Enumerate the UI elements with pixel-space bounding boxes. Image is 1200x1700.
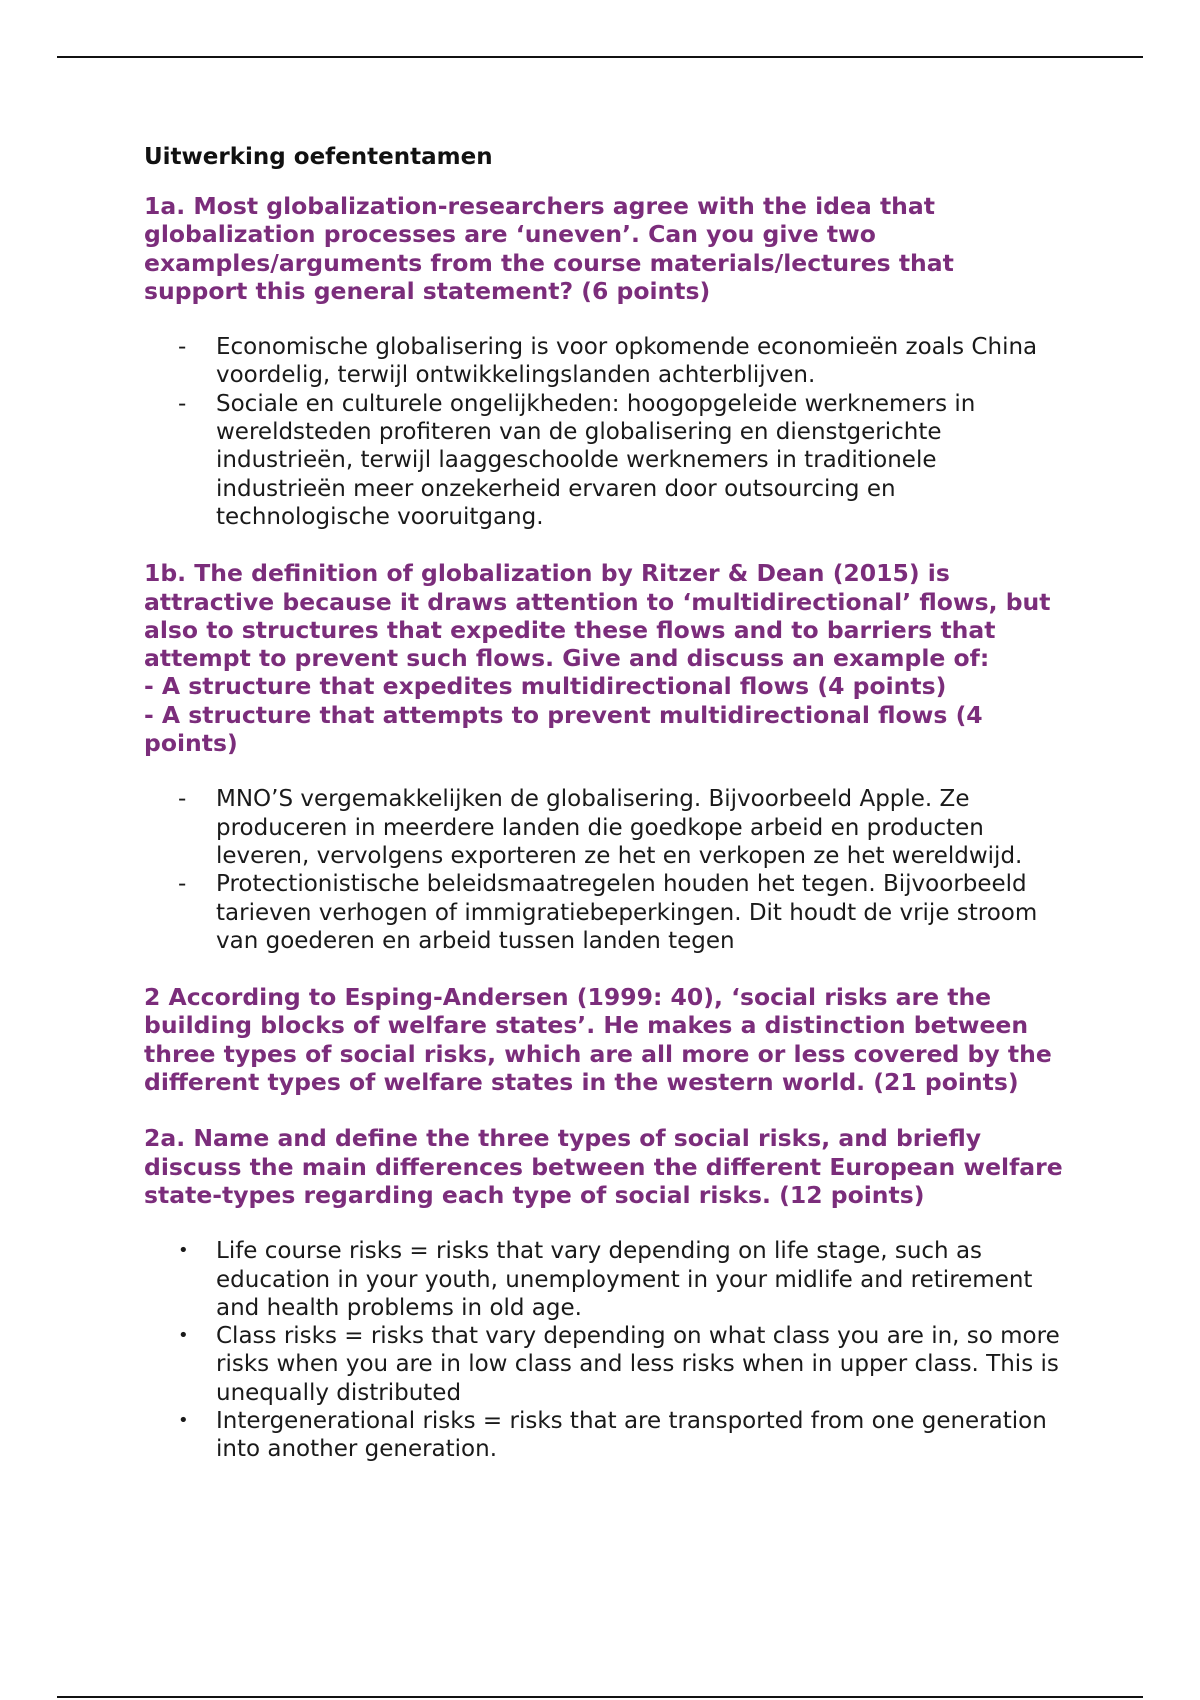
document-title: Uitwerking oefententamen xyxy=(144,144,493,170)
answer-text: Sociale en culturele ongelijkheden: hoogopgeleide werknemers in wereldsteden profiteren van de globalisering en dienstgerichte industrieën, terwijl laaggeschoolde werknemers in traditionele industrieën meer onzekerheid ervaren door outsourcing en technologische vooruitgang. xyxy=(216,390,976,530)
answer-text: Protectionistische beleidsmaatregelen houden het tegen. Bijvoorbeeld tarieven verhogen of immigratiebeperkingen. Dit houdt de vrije stroom van goederen en arbeid tussen landen tegen xyxy=(216,871,1038,954)
bullet-marker: • xyxy=(178,1240,189,1262)
list-item xyxy=(144,1237,1064,1322)
answer-text: Economische globalisering is voor opkomende economieën zoals China voordelig, terwijl ontwikkelingslanden achterblijven. xyxy=(216,334,1038,389)
dash-marker: - xyxy=(178,390,187,417)
question-line: 1a. Most globalization-researchers agree with the idea that globalization processes are ‘uneven’. Can you give two examples/arguments from the course materials/lectures that support this general statement? (6 points) xyxy=(144,192,954,305)
answer-list-1a xyxy=(144,333,1064,531)
question-2 xyxy=(144,983,1064,1096)
question-1b xyxy=(144,559,1064,757)
question-1a xyxy=(144,192,1064,305)
list-item xyxy=(144,785,1064,870)
answer-text: Intergenerational risks = risks that are transported from one generation into another generation. xyxy=(216,1407,1047,1463)
footer-rule xyxy=(57,1696,1143,1698)
document-body xyxy=(144,140,1064,1492)
list-item xyxy=(144,1407,1064,1464)
header-rule xyxy=(57,56,1143,58)
list-item xyxy=(144,333,1064,390)
bullet-marker: • xyxy=(178,1409,189,1431)
question-line: - A structure that expedites multidirectional flows (4 points) xyxy=(144,672,947,701)
answer-text: Class risks = risks that vary depending on what class you are in, so more risks when you are in low class and less risks when in upper class. This is unequally distributed xyxy=(216,1323,1060,1406)
dash-marker: - xyxy=(178,334,187,361)
question-line: - A structure that attempts to prevent multidirectional flows (4 points) xyxy=(144,700,983,758)
answer-list-1b xyxy=(144,785,1064,955)
list-item xyxy=(144,1322,1064,1407)
answer-list-2a xyxy=(144,1237,1064,1463)
list-item xyxy=(144,390,1064,531)
question-line: 2 According to Esping-Andersen (1999: 40), ‘social risks are the building blocks of welfare states’. He makes a distinction between three types of social risks, which are all more or less covered by the different types of welfare states in the western world. (21 points) xyxy=(144,983,1052,1097)
answer-text: Life course risks = risks that vary depending on life stage, such as education in your youth, unemployment in your midlife and retirement and health problems in old age. xyxy=(216,1238,1033,1321)
question-2a xyxy=(144,1124,1064,1209)
answer-text: MNO’S vergemakkelijken de globalisering. Bijvoorbeeld Apple. Ze produceren in meerdere landen die goedkope arbeid en producten leveren, vervolgens exporteren ze het en verkopen ze het wereldwijd. xyxy=(216,786,1023,869)
bullet-marker: • xyxy=(178,1325,189,1347)
question-line: 2a. Name and define the three types of social risks, and briefly discuss the main differences between the different European welfare state-types regarding each type of social risks. (12 points) xyxy=(144,1124,1063,1209)
dash-marker: - xyxy=(178,871,187,898)
dash-marker: - xyxy=(178,786,187,813)
list-item xyxy=(144,870,1064,955)
question-line: 1b. The definition of globalization by Ritzer & Dean (2015) is attractive because it draws attention to ‘multidirectional’ flows, but also to structures that expedite these flows and to barriers that attempt to prevent such flows. Give and discuss an example of: xyxy=(144,559,1051,673)
